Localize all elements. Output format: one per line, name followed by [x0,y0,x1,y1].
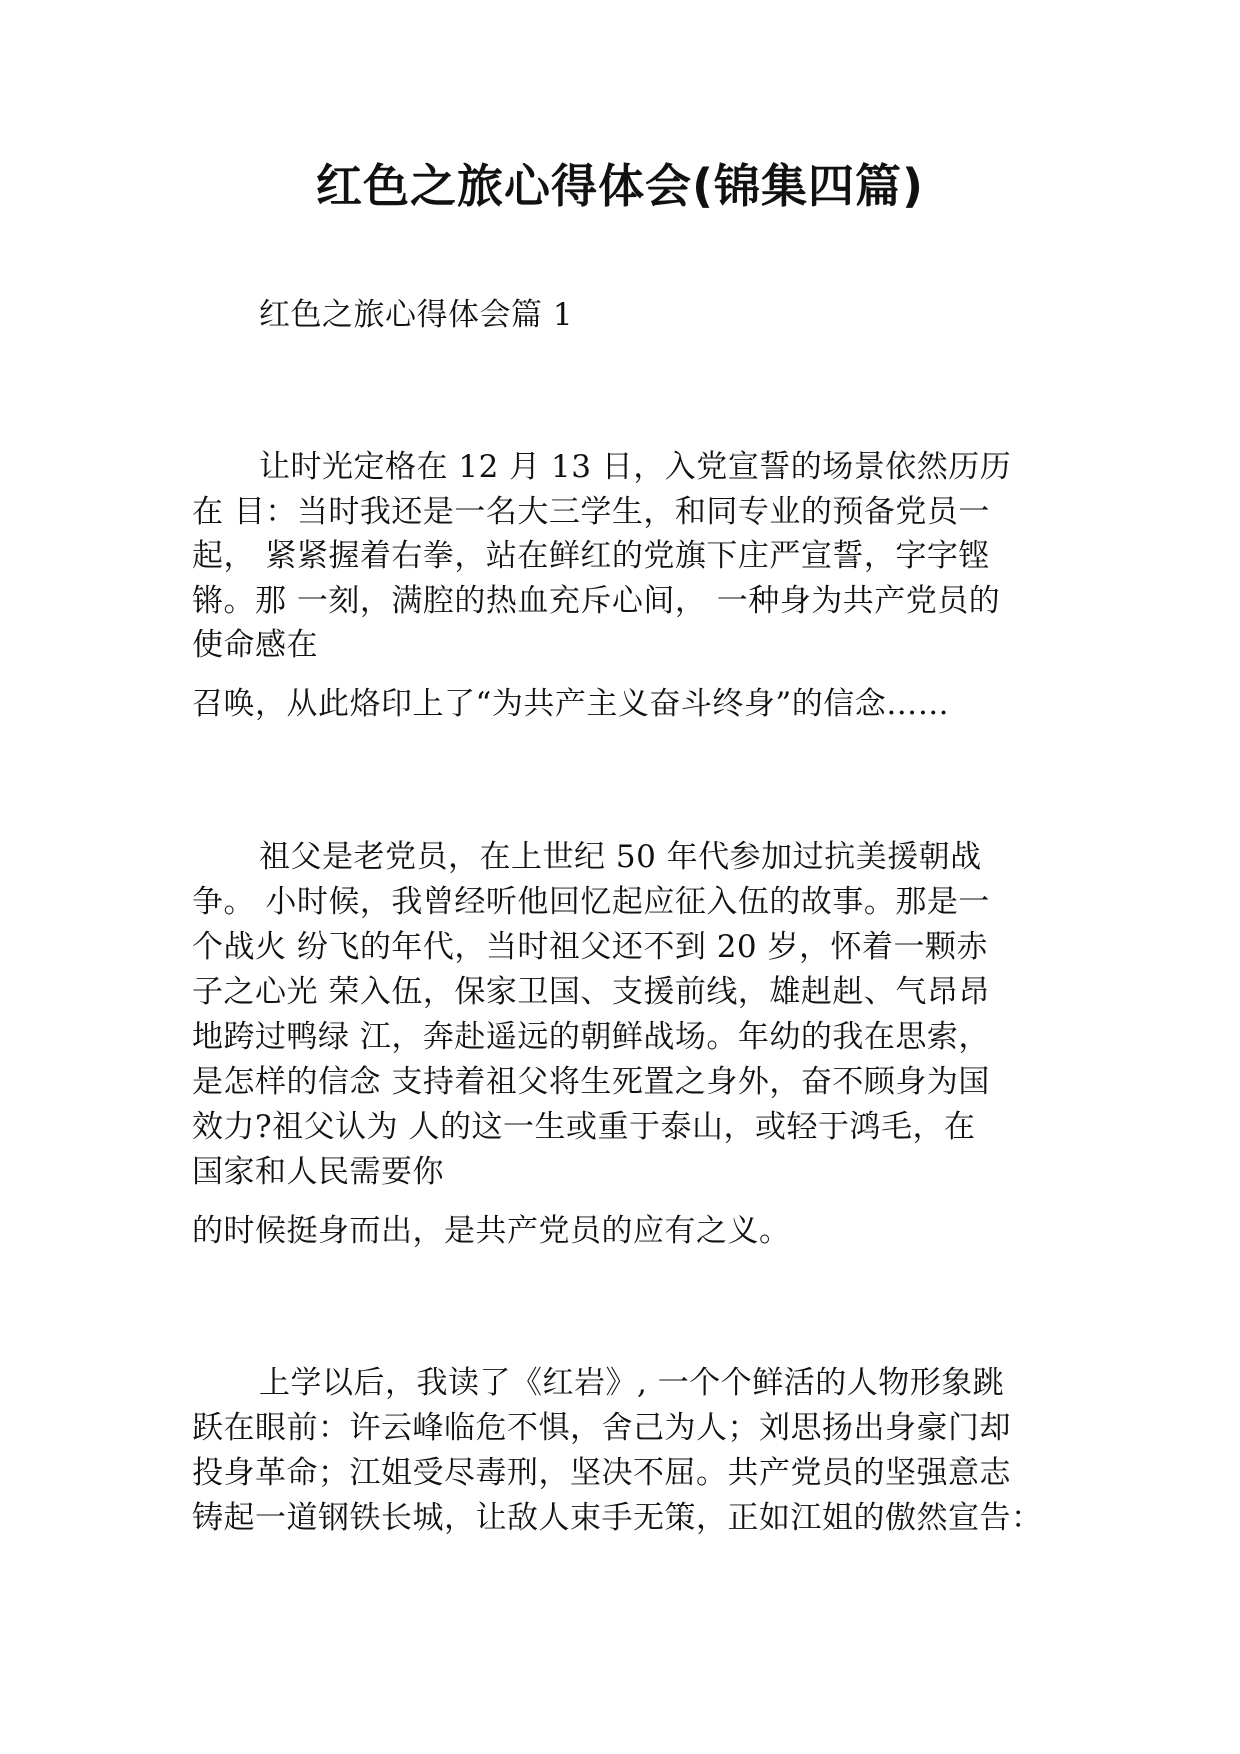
paragraph-line: 召唤，从此烙印上了“为共产主义奋斗终身”的信念…… [192,686,950,722]
paragraph-line: 个战火 纷飞的年代，当时祖父还不到 20 岁，怀着一颗赤 [192,929,989,965]
paragraph-line: 是怎样的信念 支持着祖父将生死置之身外，奋不顾身为国 [192,1064,990,1100]
paragraph-line: 效力?祖父认为 人的这一生或重于泰山，或轻于鸿毛，在 [192,1109,976,1145]
paragraph-line: 祖父是老党员，在上世纪 50 年代参加过抗美援朝战 [259,839,982,875]
paragraph-line: 子之心光 荣入伍，保家卫国、支援前线，雄赳赳、气昂昂 [192,974,990,1010]
paragraph-line: 铸起一道钢铁长城，让敌人束手无策，正如江姐的傲然宣告： [192,1500,1043,1536]
paragraph-line: 起， 紧紧握着右拳，站在鲜红的党旗下庄严宣誓，字字铿 [192,538,990,574]
paragraph-line: 国家和人民需要你 [192,1154,444,1190]
paragraph-line: 上学以后，我读了《红岩》, 一个个鲜活的人物形象跳 [259,1365,1005,1401]
section-heading: 红色之旅心得体会篇 1 [259,297,574,333]
paragraph-line: 使命感在 [192,627,318,663]
paragraph-line: 争。 小时候，我曾经听他回忆起应征入伍的故事。那是一 [192,884,990,920]
paragraph-line: 投身革命；江姐受尽毒刑，坚决不屈。共产党员的坚强意志 [192,1455,1011,1491]
paragraph-line: 跃在眼前：许云峰临危不惧，舍己为人；刘思扬出身豪门却 [192,1410,1011,1446]
paragraph-line: 地跨过鸭绿 江，奔赴遥远的朝鲜战场。年幼的我在思索， [192,1019,990,1055]
paragraph-line: 的时候挺身而出，是共产党员的应有之义。 [192,1213,791,1249]
paragraph-line: 让时光定格在 12 月 13 日，入党宣誓的场景依然历历 [259,449,1012,485]
paragraph-line: 锵。那 一刻，满腔的热血充斥心间， 一种身为共产党员的 [192,583,1001,619]
paragraph-line: 在 目：当时我还是一名大三学生，和同专业的预备党员一 [192,494,990,530]
document-title: 红色之旅心得体会(锦集四篇) [315,159,925,213]
